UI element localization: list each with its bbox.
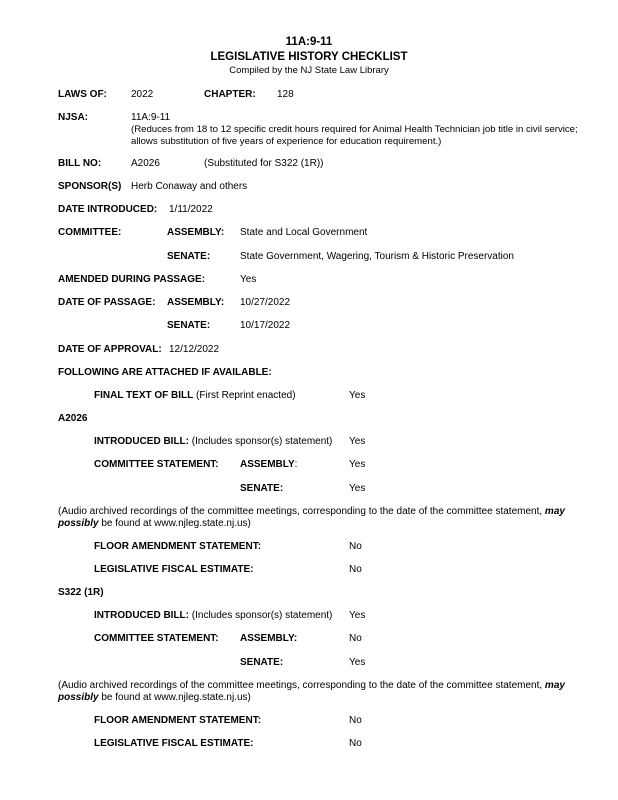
substituted-note: (Substituted for S322 (1R)) [204, 158, 324, 169]
committee-assembly-value: State and Local Government [240, 227, 368, 238]
chapter-label: CHAPTER: [204, 89, 256, 100]
s322-introduced-row [94, 610, 332, 622]
s322-floor-label: FLOOR AMENDMENT STATEMENT: [94, 715, 262, 726]
committee-assembly-label: ASSEMBLY: [167, 227, 225, 238]
a2026-introduced-row [94, 436, 332, 448]
s322-introduced-value: Yes [349, 610, 366, 621]
final-text-note: (First Reprint enacted) [193, 390, 296, 401]
s322-introduced-label: INTRODUCED BILL: [94, 610, 189, 621]
a2026-fiscal-label: LEGISLATIVE FISCAL ESTIMATE: [94, 564, 254, 575]
a2026-introduced-note: (Includes sponsor(s) statement) [189, 436, 333, 447]
s322-audio-note-text: (Audio archived recordings of the committee meetings, corresponding to the date of the committee statement, [58, 680, 545, 691]
committee-senate-label: SENATE: [167, 251, 211, 262]
s322-heading: S322 (1R) [58, 587, 104, 598]
chapter-value: 128 [277, 89, 294, 100]
date-of-approval-label: DATE OF APPROVAL: [58, 344, 162, 355]
a2026-senate-value: Yes [349, 483, 366, 494]
a2026-heading: A2026 [58, 413, 88, 424]
s322-assembly-value: No [349, 633, 362, 644]
a2026-introduced-label: INTRODUCED BILL: [94, 436, 189, 447]
s322-introduced-note: (Includes sponsor(s) statement) [189, 610, 333, 621]
s322-audio-note [58, 680, 603, 704]
s322-fiscal-label: LEGISLATIVE FISCAL ESTIMATE: [94, 738, 254, 749]
a2026-assembly-row [240, 459, 297, 471]
page-title: LEGISLATIVE HISTORY CHECKLIST [210, 51, 408, 63]
amended-value: Yes [240, 274, 257, 285]
sponsor-label: SPONSOR(S) [58, 181, 122, 192]
committee-senate-value: State Government, Wagering, Tourism & Historic Preservation [240, 251, 514, 262]
date-introduced-label: DATE INTRODUCED: [58, 204, 158, 215]
committee-label: COMMITTEE: [58, 227, 122, 238]
passage-senate-value: 10/17/2022 [240, 320, 291, 331]
a2026-assembly-label: ASSEMBLY [240, 459, 295, 470]
bill-no-label: BILL NO: [58, 158, 102, 169]
amended-label: AMENDED DURING PASSAGE: [58, 274, 206, 285]
a2026-introduced-value: Yes [349, 436, 366, 447]
attached-heading: FOLLOWING ARE ATTACHED IF AVAILABLE: [58, 367, 272, 378]
a2026-audio-note [58, 506, 603, 530]
statute-number: 11A:9-11 [285, 36, 333, 48]
a2026-audio-note-text: (Audio archived recordings of the committee meetings, corresponding to the date of the committee statement, [58, 506, 545, 517]
a2026-floor-value: No [349, 541, 362, 552]
a2026-audio-note-emphasis: may possibly [58, 506, 565, 529]
laws-of-label: LAWS OF: [58, 89, 107, 100]
s322-fiscal-value: No [349, 738, 362, 749]
passage-assembly-value: 10/27/2022 [240, 297, 291, 308]
final-text-row [94, 390, 296, 402]
njsa-label: NJSA: [58, 112, 89, 123]
laws-of-value: 2022 [131, 89, 154, 100]
passage-assembly-label: ASSEMBLY: [167, 297, 225, 308]
a2026-floor-label: FLOOR AMENDMENT STATEMENT: [94, 541, 262, 552]
final-text-label: FINAL TEXT OF BILL [94, 390, 194, 401]
final-text-value: Yes [349, 390, 366, 401]
a2026-assembly-colon: : [294, 459, 298, 470]
a2026-fiscal-value: No [349, 564, 362, 575]
s322-floor-value: No [349, 715, 362, 726]
a2026-assembly-value: Yes [349, 459, 366, 470]
s322-senate-label: SENATE: [240, 657, 284, 668]
njsa-description: (Reduces from 18 to 12 specific credit hours required for Animal Health Technician job title in civil service; allows substitution of five years of experience for education requirement.) [131, 124, 578, 147]
date-of-approval-value: 12/12/2022 [169, 344, 220, 355]
compiled-by: Compiled by the NJ State Law Library [229, 65, 389, 76]
passage-senate-label: SENATE: [167, 320, 211, 331]
bill-no-value: A2026 [131, 158, 160, 169]
s322-assembly-label: ASSEMBLY: [240, 633, 298, 644]
njsa-value: 11A:9-11 [131, 112, 171, 123]
s322-audio-note-url-text: be found at www.njleg.state.nj.us) [98, 692, 251, 703]
sponsor-value: Herb Conaway and others [131, 181, 248, 192]
a2026-senate-label: SENATE: [240, 483, 284, 494]
a2026-audio-note-url-text: be found at www.njleg.state.nj.us) [98, 518, 251, 529]
a2026-committee-label: COMMITTEE STATEMENT: [94, 459, 219, 470]
date-of-passage-label: DATE OF PASSAGE: [58, 297, 156, 308]
s322-committee-label: COMMITTEE STATEMENT: [94, 633, 219, 644]
s322-audio-note-emphasis: may possibly [58, 680, 565, 703]
date-introduced-value: 1/11/2022 [169, 204, 213, 215]
s322-senate-value: Yes [349, 657, 366, 668]
